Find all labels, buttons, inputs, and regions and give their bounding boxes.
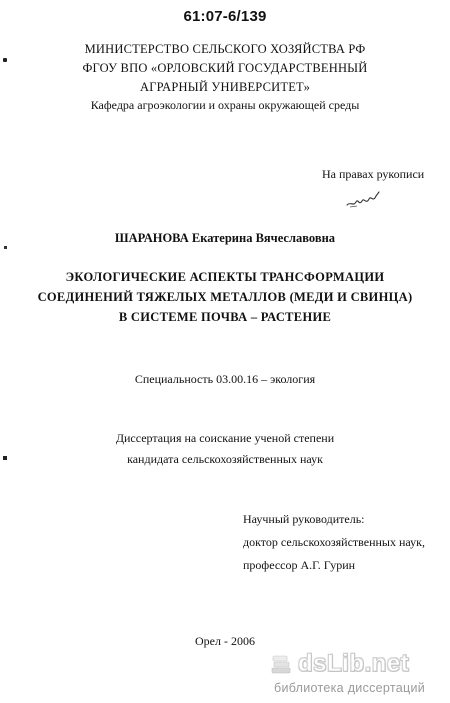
city-year: Орел - 2006 <box>195 634 255 648</box>
supervisor-degree: доктор сельскохозяйственных наук, <box>243 535 425 549</box>
specialty-line: Специальность 03.00.16 – экология <box>134 372 316 386</box>
watermark <box>268 650 446 700</box>
university-line-1: ФГОУ ВПО «ОРЛОВСКИЙ ГОСУДАРСТВЕННЫЙ <box>82 61 368 75</box>
dissertation-line-2: кандидата сельскохозяйственных наук <box>127 452 323 466</box>
dissertation-line-1: Диссертация на соискание ученой степени <box>115 431 335 445</box>
thesis-title-line-1: ЭКОЛОГИЧЕСКИЕ АСПЕКТЫ ТРАНСФОРМАЦИИ <box>65 270 385 284</box>
watermark-logo <box>268 650 446 680</box>
handwritten-signature <box>345 187 381 211</box>
author-name: ШАРАНОВА Екатерина Вячеславовна <box>114 231 336 245</box>
supervisor-label: Научный руководитель: <box>243 512 365 526</box>
thesis-title-line-3: В СИСТЕМЕ ПОЧВА – РАСТЕНИЕ <box>118 310 332 324</box>
scan-margin-mark <box>3 58 7 62</box>
manuscript-rights-note: На правах рукописи <box>322 167 425 181</box>
supervisor-name: профессор А.Г. Гурин <box>243 558 356 572</box>
watermark-tagline: библиотека диссертаций <box>274 681 426 695</box>
department-line: Кафедра агроэкологии и охраны окружающей среды <box>90 98 360 112</box>
document-code: 61:07-6/139 <box>183 8 267 25</box>
ministry-line: МИНИСТЕРСТВО СЕЛЬСКОГО ХОЗЯЙСТВА РФ <box>84 42 366 56</box>
university-line-2: АГРАРНЫЙ УНИВЕРСИТЕТ» <box>139 80 311 94</box>
book-stack-icon <box>270 654 292 676</box>
thesis-title-line-2: СОЕДИНЕНИЙ ТЯЖЕЛЫХ МЕТАЛЛОВ (МЕДИ И СВИНЦА) <box>37 290 413 304</box>
scan-margin-mark <box>3 456 7 460</box>
scan-margin-mark <box>4 246 7 249</box>
watermark-logo-text: dsLib.net <box>298 650 410 677</box>
